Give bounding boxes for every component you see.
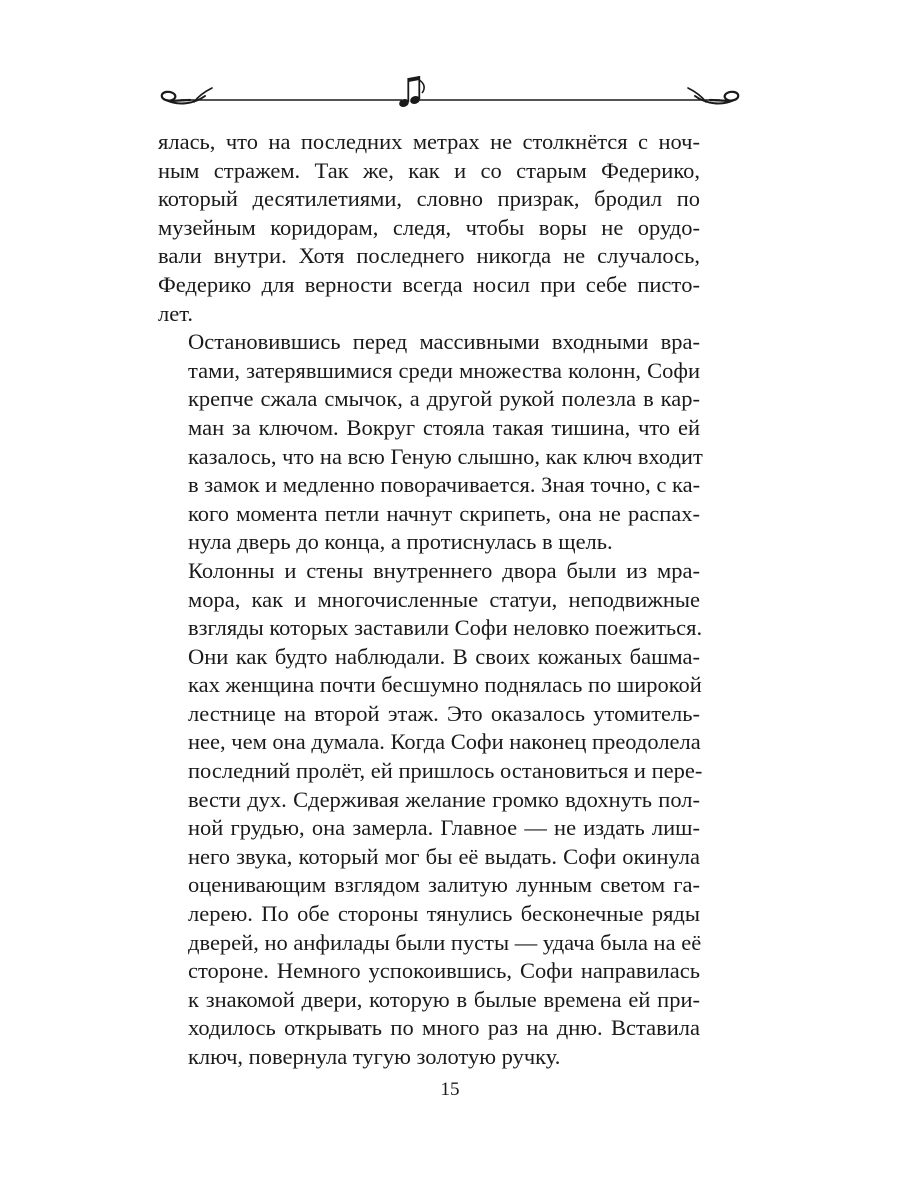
text-line: ным стражем. Так же, как и со старым Федерико, (158, 157, 700, 183)
text-line: него звука, который мог бы её выдать. Софи окинула (188, 843, 700, 869)
text-line: вали внутри. Хотя последнего никогда не случалось, (158, 243, 700, 269)
text-line: нула дверь до конца, а протиснулась в щель. (188, 529, 613, 555)
paragraph (158, 328, 703, 557)
text-line: ялась, что на последних метрах не столкнётся с ноч- (158, 129, 700, 154)
text-line: последний пролёт, ей пришлось остановиться и пере- (188, 758, 703, 784)
paragraph (158, 557, 703, 1072)
text-line: который десятилетиями, словно призрак, бродил по (158, 186, 700, 212)
text-line: ман за ключом. Вокруг стояла такая тишина, что ей (188, 414, 700, 440)
text-line: Они как будто наблюдали. В своих кожаных башма- (188, 643, 700, 669)
text-line: к знакомой двери, которую в былые времена ей при- (188, 986, 700, 1012)
text-line: дверей, но анфилады были пусты — удача была на её (188, 929, 702, 955)
text-line: стороне. Немного успокоившись, Софи направилась (188, 958, 700, 984)
paragraph (158, 128, 700, 328)
text-line: казалось, что на всю Геную слышно, как ключ входит (188, 443, 703, 469)
text-line: Колонны и стены внутреннего двора были из мра- (188, 557, 700, 583)
text-line: нее, чем она думала. Когда Софи наконец преодолела (188, 729, 701, 755)
text-line: мора, как и многочисленные статуи, неподвижные (188, 586, 700, 612)
text-line: оценивающим взглядом залитую лунным светом га- (188, 872, 700, 898)
body-text (158, 128, 703, 1072)
text-line: кого момента петли начнут скрипеть, она не распах- (188, 500, 700, 526)
text-line: Федерико для верности всегда носил при себе пистo- (158, 271, 700, 297)
text-line: лерею. По обе стороны тянулись бесконечные ряды (188, 901, 700, 927)
text-line: ходилось открывать по много раз на дню. Вставила (188, 1015, 700, 1041)
text-line: лет. (158, 300, 193, 326)
text-line: взгляды которых заставили Софи неловко поежиться. (188, 615, 703, 641)
text-line: лестнице на второй этаж. Это оказалось утомитель- (188, 700, 700, 726)
text-line: музейным коридорам, следя, чтобы воры не орудо- (158, 214, 700, 240)
text-line: вести дух. Сдерживая желание громко вдохнуть пол- (188, 786, 700, 812)
text-line: тами, затерявшимися среди множества колонн, Софи (188, 357, 700, 383)
header-ornament (150, 70, 750, 120)
text-line: в замок и медленно поворачивается. Зная точно, с ка- (188, 472, 701, 498)
text-line: ках женщина почти бесшумно поднялась по широкой (188, 672, 702, 698)
text-line: ключ, повернула тугую золотую ручку. (188, 1044, 561, 1069)
page-number: 15 (440, 1079, 460, 1100)
music-note-icon (398, 76, 424, 108)
text-line: Остановившись перед массивными входными вра- (188, 329, 700, 355)
text-line: ной грудью, она замерла. Главное — не издать лиш- (188, 815, 700, 841)
text-line: крепче сжала смычок, а другой рукой полезла в кар- (188, 386, 700, 412)
